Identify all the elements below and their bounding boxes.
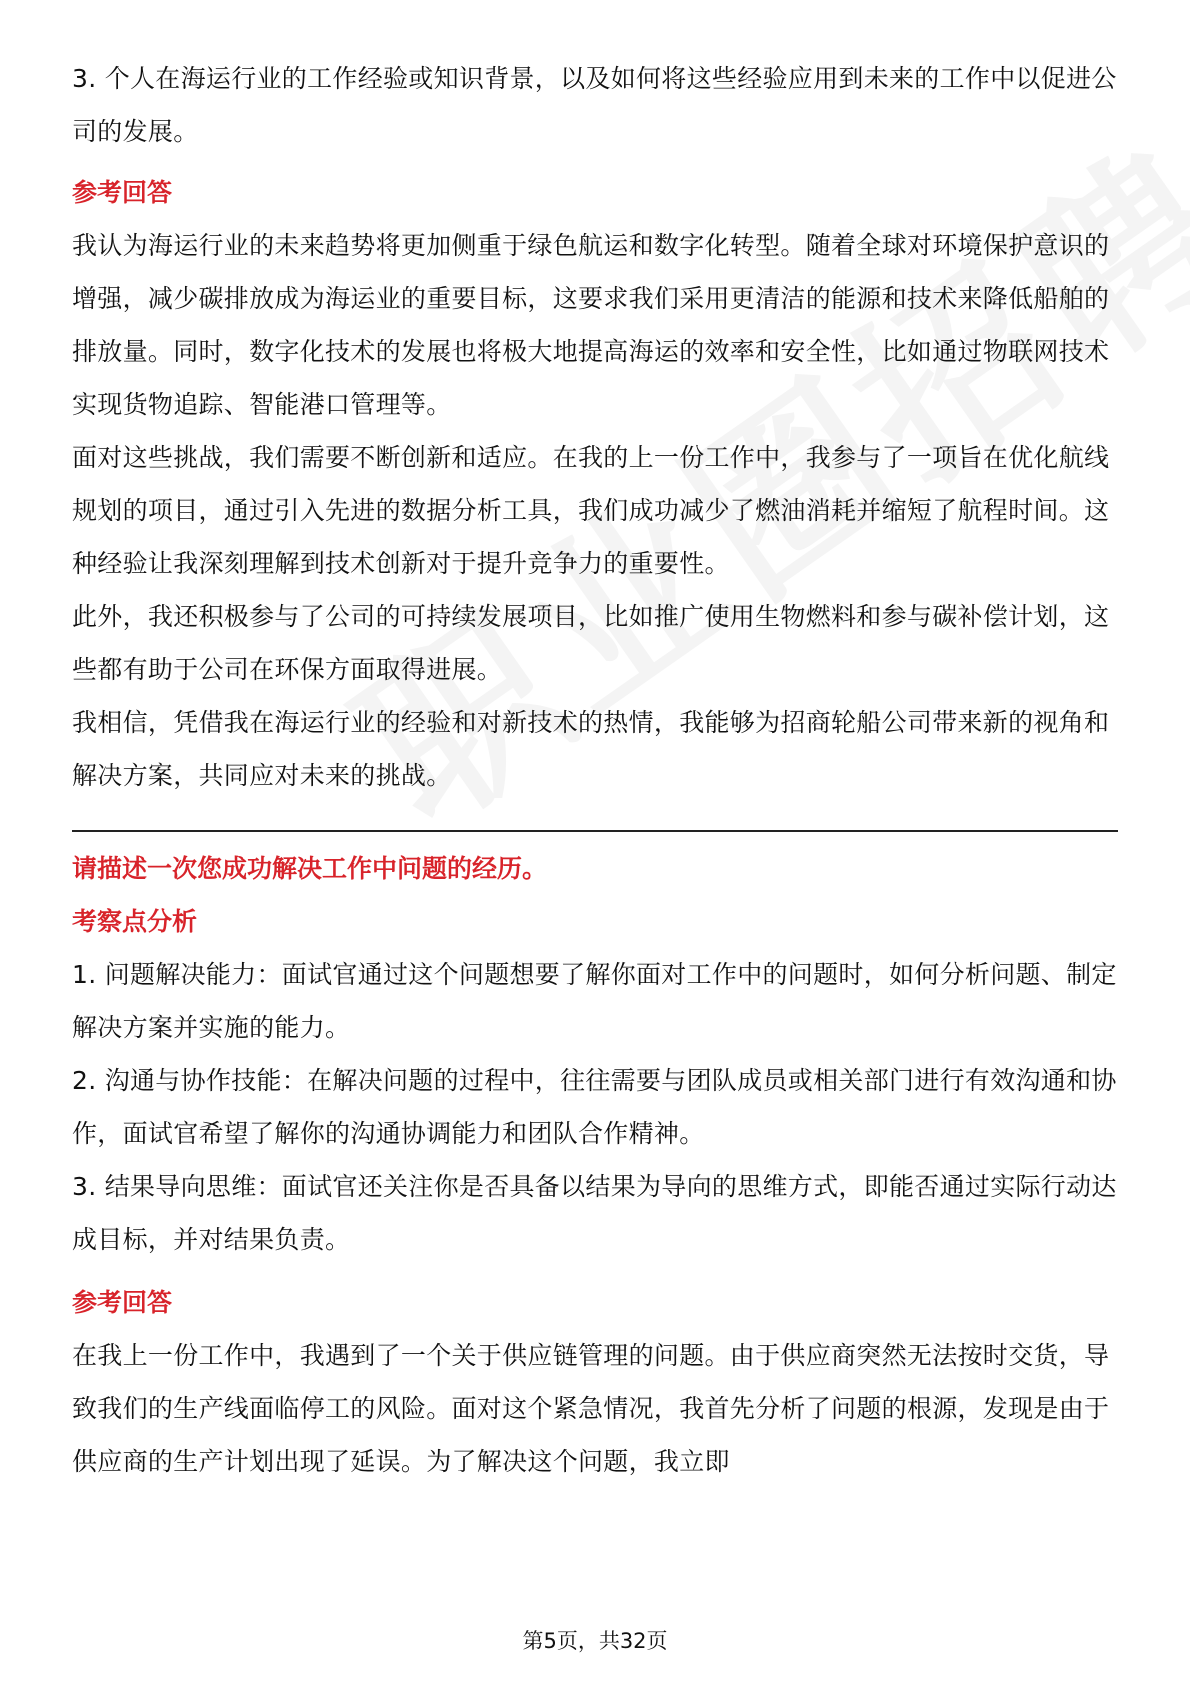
analysis-point-3: 3. 结果导向思维：面试官还关注你是否具备以结果为导向的思维方式，即能否通过实际行动达成目标，并对结果负责。 xyxy=(72,1172,1117,1254)
answer-paragraph-4: 我相信，凭借我在海运行业的经验和对新技术的热情，我能够为招商轮船公司带来新的视角和解决方案，共同应对未来的挑战。 xyxy=(72,708,1110,790)
intro-point: 3. 个人在海运行业的工作经验或知识背景，以及如何将这些经验应用到未来的工作中以促进公司的发展。 xyxy=(72,64,1117,146)
page-footer: 第5页，共32页 xyxy=(522,1629,668,1653)
page-content xyxy=(72,52,1118,1488)
analysis-heading: 考察点分析 xyxy=(72,907,198,936)
section-divider xyxy=(72,830,1118,832)
answer-heading-1: 参考回答 xyxy=(72,178,173,207)
answer-paragraph-2: 面对这些挑战，我们需要不断创新和适应。在我的上一份工作中，我参与了一项旨在优化航线规划的项目，通过引入先进的数据分析工具，我们成功减少了燃油消耗并缩短了航程时间。这种经验让我深刻理解到技术创新对于提升竞争力的重要性。 xyxy=(72,443,1110,578)
question-title: 请描述一次您成功解决工作中问题的经历。 xyxy=(72,854,548,883)
answer-paragraph-3: 此外，我还积极参与了公司的可持续发展项目，比如推广使用生物燃料和参与碳补偿计划，这些都有助于公司在环保方面取得进展。 xyxy=(72,602,1110,684)
answer-paragraph-5: 在我上一份工作中，我遇到了一个关于供应链管理的问题。由于供应商突然无法按时交货，导致我们的生产线面临停工的风险。面对这个紧急情况，我首先分析了问题的根源，发现是由于供应商的生产计划出现了延误。为了解决这个问题，我立即 xyxy=(72,1341,1110,1476)
answer-paragraph-1: 我认为海运行业的未来趋势将更加侧重于绿色航运和数字化转型。随着全球对环境保护意识的增强，减少碳排放成为海运业的重要目标，这要求我们采用更清洁的能源和技术来降低船舶的排放量。同时，数字化技术的发展也将极大地提高海运的效率和安全性，比如通过物联网技术实现货物追踪、智能港口管理等。 xyxy=(72,231,1110,419)
answer-heading-2: 参考回答 xyxy=(72,1288,173,1317)
analysis-point-1: 1. 问题解决能力：面试官通过这个问题想要了解你面对工作中的问题时，如何分析问题、制定解决方案并实施的能力。 xyxy=(72,960,1117,1042)
analysis-point-2: 2. 沟通与协作技能：在解决问题的过程中，往往需要与团队成员或相关部门进行有效沟通和协作，面试官希望了解你的沟通协调能力和团队合作精神。 xyxy=(72,1066,1117,1148)
